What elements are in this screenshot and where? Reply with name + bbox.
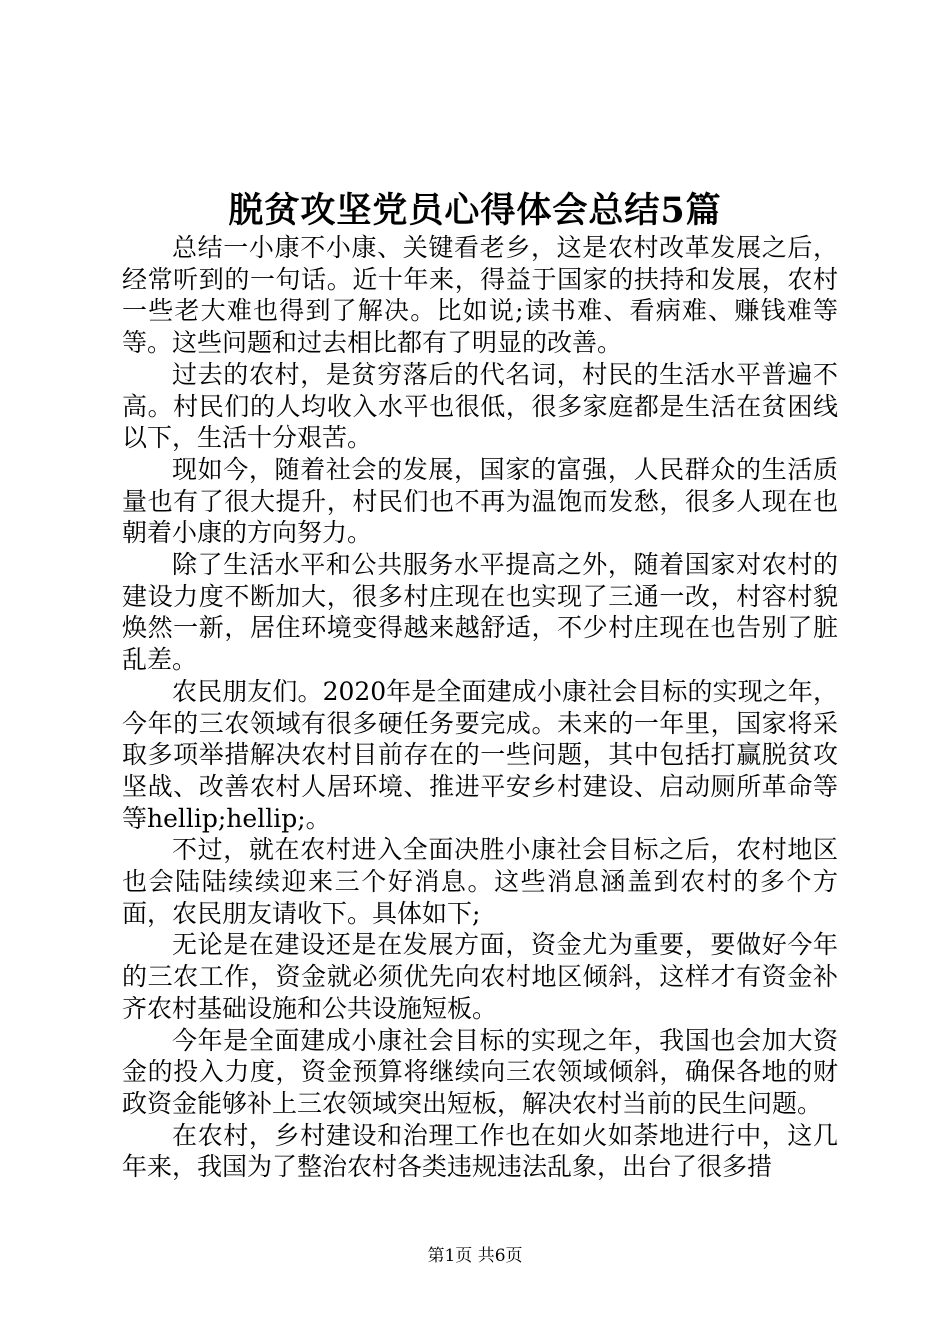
paragraph: 除了生活水平和公共服务水平提高之外，随着国家对农村的建设力度不断加大，很多村庄现在也实现了三通一改，村容村貌焕然一新，居住环境变得越来越舒适，不少村庄现在也告别了脏乱差。	[122, 550, 838, 675]
page-number-footer: 第1页 共6页	[427, 1246, 523, 1266]
paragraph: 现如今，随着社会的发展，国家的富强，人民群众的生活质量也有了很大提升，村民们也不再为温饱而发愁，很多人现在也朝着小康的方向努力。	[122, 454, 838, 548]
paragraph: 总结一小康不小康、关键看老乡，这是农村改革发展之后，经常听到的一句话。近十年来，得益于国家的扶持和发展，农村一些老大难也得到了解决。比如说;读书难、看病难、赚钱难等等。这些问题和过去相比都有了明显的改善。	[122, 233, 838, 358]
paragraph: 无论是在建设还是在发展方面，资金尤为重要，要做好今年的三农工作，资金就必须优先向农村地区倾斜，这样才有资金补齐农村基础设施和公共设施短板。	[122, 930, 838, 1023]
paragraph: 今年是全面建成小康社会目标的实现之年，我国也会加大资金的投入力度，资金预算将继续向三农领域倾斜，确保各地的财政资金能够补上三农领域突出短板，解决农村当前的民生问题。	[122, 1025, 838, 1118]
paragraph: 过去的农村，是贫穷落后的代名词，村民的生活水平普遍不高。村民们的人均收入水平也很低，很多家庭都是生活在贫困线以下，生活十分艰苦。	[122, 359, 838, 453]
document-title: 脱贫攻坚党员心得体会总结5篇	[228, 190, 722, 231]
paragraph: 在农村，乡村建设和治理工作也在如火如荼地进行中，这几年来，我国为了整治农村各类违规违法乱象，出台了很多措	[122, 1120, 838, 1182]
paragraph: 不过，就在农村进入全面决胜小康社会目标之后，农村地区也会陆陆续续迎来三个好消息。这些消息涵盖到农村的多个方面，农民朋友请收下。具体如下;	[122, 835, 838, 928]
paragraph: 农民朋友们。2020年是全面建成小康社会目标的实现之年，今年的三农领域有很多硬任务要完成。未来的一年里，国家将采取多项举措解决农村目前存在的一些问题，其中包括打赢脱贫攻坚战、改善农村人居环境、推进平安乡村建设、启动厕所革命等等hellip;hellip;。	[122, 676, 838, 833]
document-body	[122, 232, 838, 1183]
